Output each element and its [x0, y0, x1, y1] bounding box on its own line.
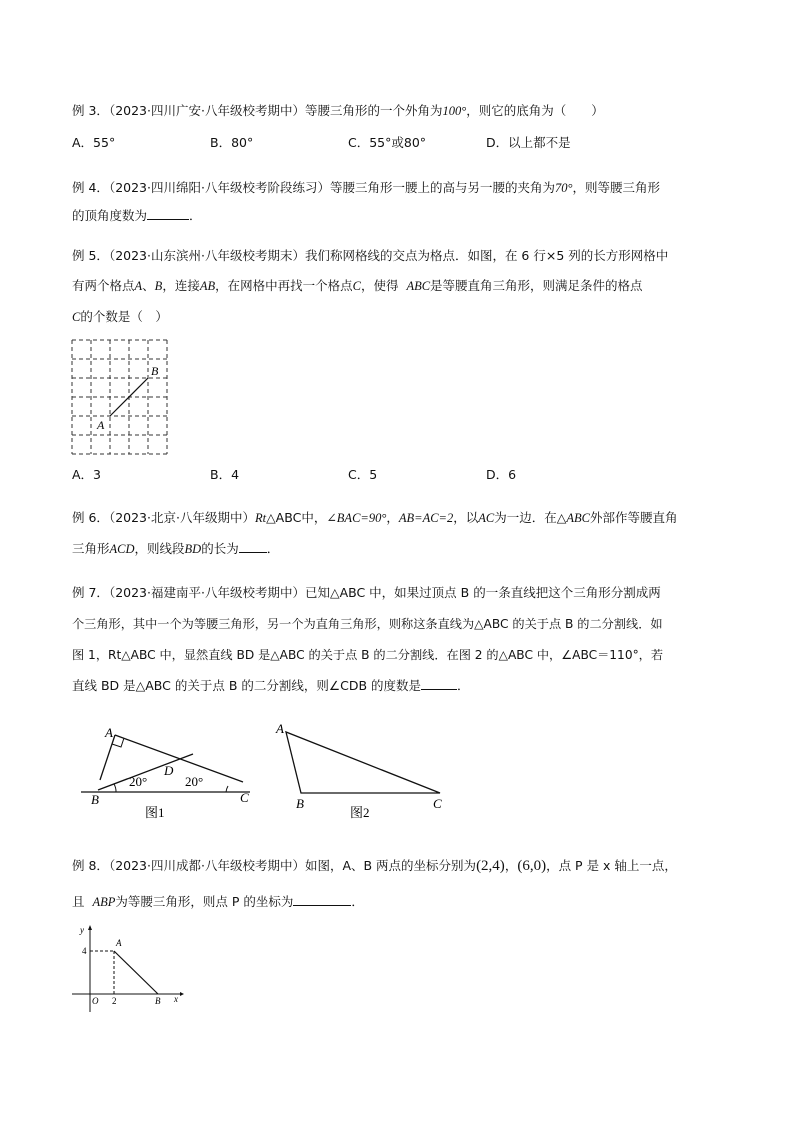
q7-fig2-caption: 图2 — [350, 805, 370, 820]
q8-label: 例 8． — [72, 858, 109, 873]
q8-label-o: O — [92, 996, 99, 1006]
q8-y-arrow — [88, 925, 92, 930]
q5-grid-lines — [72, 340, 167, 454]
q7-end: ． — [457, 678, 470, 693]
q3-option-c: C．55°或80° — [348, 135, 427, 150]
q7-fig1-label-d: D — [164, 763, 174, 778]
q6-text-f: ，则线段 — [134, 541, 185, 556]
q7-fig1-angle-arc-c — [226, 786, 228, 792]
q8-stem-line1 — [72, 858, 677, 874]
q8-text-d: 为等腰三角形，则点 P 的坐标为 — [115, 894, 294, 909]
q6-abc: ABC — [566, 511, 590, 525]
q7-fig1-label-a: A — [105, 725, 113, 740]
q7-figure-2 — [270, 718, 460, 824]
q8-text-c: 且 — [72, 894, 85, 909]
q5-label-a: A — [97, 418, 105, 432]
q7-fig2-label-b: B — [296, 796, 304, 811]
q6-triangle: △ABC — [266, 510, 302, 525]
q6-ac: AC — [478, 511, 495, 525]
q5-point-c2: C — [72, 310, 81, 324]
q4-stem-line1 — [72, 180, 660, 196]
q8-triangle: ABP — [92, 895, 116, 909]
q6-text-b: ，以 — [453, 510, 479, 525]
q7-fig1-angle-arc-b — [114, 784, 116, 792]
q8-coordinate-figure — [70, 922, 186, 1016]
q5-text-b: 有两个格点 — [72, 278, 135, 293]
q7-source: （2023·福建南平·八年级校考期中） — [108, 585, 305, 600]
q7-answer-blank[interactable] — [421, 677, 457, 690]
q3-source: （2023·四川广安·八年级校考期中） — [108, 103, 305, 118]
q5-text-g: 的个数是（ ） — [80, 309, 168, 324]
q5-point-a: A — [134, 279, 143, 293]
q6-end: ． — [266, 541, 280, 556]
q8-text-a: 如图，A、B 两点的坐标分别为 — [304, 858, 477, 873]
q3-stem — [72, 103, 604, 119]
q4-end: ． — [189, 208, 202, 223]
q4-stem-line2 — [72, 207, 202, 224]
q7-stem-line1 — [72, 585, 661, 601]
q4-text-a: 等腰三角形一腰上的高与另一腰的夹角为 — [329, 180, 555, 195]
q7-text-a: 已知△ABC 中，如果过顶点 B 的一条直线把这个三角形分割成两 — [304, 585, 661, 600]
q8-comma: ， — [504, 858, 518, 873]
q3-option-d: D．以上都不是 — [486, 135, 571, 150]
q5-label: 例 5． — [72, 248, 109, 263]
q5-text-f: 是等腰直角三角形，则满足条件的格点 — [430, 278, 643, 293]
q6-text-e: 三角形 — [72, 541, 110, 556]
q6-angle: ∠BAC=90° — [326, 511, 387, 525]
q6-bd: BD — [184, 542, 202, 556]
q7-fig2-triangle — [286, 732, 440, 793]
q5-point-c: C — [352, 279, 361, 293]
q6-comma: ， — [386, 510, 399, 525]
q8-stem-line2 — [72, 893, 364, 910]
q6-stem-line2 — [72, 540, 279, 557]
q7-fig1-angle-2: 20° — [185, 774, 204, 789]
q4-answer-blank[interactable] — [147, 207, 189, 220]
q8-tick-2: 2 — [112, 996, 117, 1006]
q8-segment-ab — [114, 951, 158, 994]
q5-grid-figure — [70, 338, 174, 456]
q8-coord-a: (2,4) — [476, 858, 505, 874]
q7-stem-line2: 个三角形，其中一个为等腰三角形，另一个为直角三角形，则称这条直线为△ABC 的关于点 B 的二分割线．如 — [72, 617, 663, 631]
q7-fig1-label-c: C — [240, 790, 249, 805]
q8-answer-blank[interactable] — [293, 893, 351, 906]
q6-source: （2023·北京·八年级期中） — [108, 510, 255, 525]
q5-triangle: ABC — [406, 279, 431, 293]
q6-stem-line1 — [72, 510, 678, 526]
q5-text-c: ，连接 — [162, 278, 200, 293]
q6-acd: ACD — [109, 542, 135, 556]
q5-option-c: C．5 — [348, 467, 378, 482]
q5-text-d: ，在网格中再找一个格点 — [215, 278, 353, 293]
q5-sep: 、 — [142, 278, 155, 293]
q6-label: 例 6． — [72, 510, 109, 525]
q7-fig1-label-b: B — [91, 792, 99, 807]
q8-label-a: A — [116, 938, 122, 948]
q6-sides: AB=AC=2 — [398, 511, 454, 525]
q5-stem-line2 — [72, 278, 643, 294]
q8-label-x: x — [174, 994, 178, 1004]
q6-rt: Rt — [254, 511, 267, 525]
q4-angle: 70° — [554, 181, 573, 195]
q7-label: 例 7． — [72, 585, 109, 600]
q3-option-a: A．55° — [72, 135, 116, 150]
q5-source: （2023·山东滨州·八年级校考期末） — [108, 248, 305, 263]
q6-text-c: 为一边．在△ — [494, 510, 567, 525]
q4-source: （2023·四川绵阳·八年级校考阶段练习） — [108, 180, 330, 195]
q5-stem-line1 — [72, 248, 668, 264]
q4-label: 例 4． — [72, 180, 109, 195]
q3-text-b: ，则它的底角为（ ） — [466, 103, 604, 118]
q7-fig1-angle-1: 20° — [129, 774, 148, 789]
q5-label-b: B — [151, 364, 159, 378]
q8-label-b: B — [155, 996, 161, 1006]
q5-option-a: A．3 — [72, 467, 102, 482]
q6-text-g: 的长为 — [201, 541, 239, 556]
q3-angle: 100° — [442, 104, 467, 118]
q7-stem-line3: 图 1，Rt△ABC 中，显然直线 BD 是△ABC 的关于点 B 的二分割线．在图 2 的△ABC 中，∠ABC＝110°，若 — [72, 648, 664, 662]
q7-stem-line4 — [72, 677, 470, 694]
q7-figure-1 — [78, 722, 258, 824]
q3-text-a: 等腰三角形的一个外角为 — [304, 103, 443, 118]
q6-text-a: 中， — [301, 510, 327, 525]
q7-text-d: 直线 BD 是△ABC 的关于点 B 的二分割线，则∠CDB 的度数是 — [72, 678, 421, 693]
q5-stem-line3 — [72, 309, 168, 325]
q5-text-e: ，使得 — [360, 278, 399, 293]
q8-coord-b: (6,0) — [517, 858, 547, 874]
q4-text-c: 的顶角度数为 — [72, 208, 148, 223]
q7-fig2-label-c: C — [433, 796, 442, 811]
q5-point-b: B — [154, 279, 163, 293]
q5-text-a: 我们称网格线的交点为格点．如图，在 6 行×5 列的长方形网格中 — [304, 248, 669, 263]
q5-option-d: D．6 — [486, 467, 517, 482]
q5-option-b: B．4 — [210, 467, 240, 482]
q8-text-b: ，点 P 是 x 轴上一点， — [546, 858, 677, 873]
q4-text-b: ，则等腰三角形 — [572, 180, 660, 195]
q8-x-arrow — [180, 992, 184, 996]
q7-fig1-side-ab — [100, 735, 115, 780]
q8-tick-4: 4 — [82, 946, 87, 956]
q7-fig1-caption: 图1 — [145, 805, 165, 820]
q6-text-d: 外部作等腰直角 — [589, 510, 678, 525]
q7-fig2-label-a: A — [276, 721, 284, 736]
q3-label: 例 3． — [72, 103, 109, 118]
q8-label-y: y — [80, 925, 84, 935]
q5-segment-ab: AB — [199, 279, 216, 293]
q3-option-b: B．80° — [210, 135, 254, 150]
q8-source: （2023·四川成都·八年级校考期中） — [108, 858, 305, 873]
q8-end: ． — [351, 894, 364, 909]
q6-answer-blank[interactable] — [239, 540, 267, 553]
